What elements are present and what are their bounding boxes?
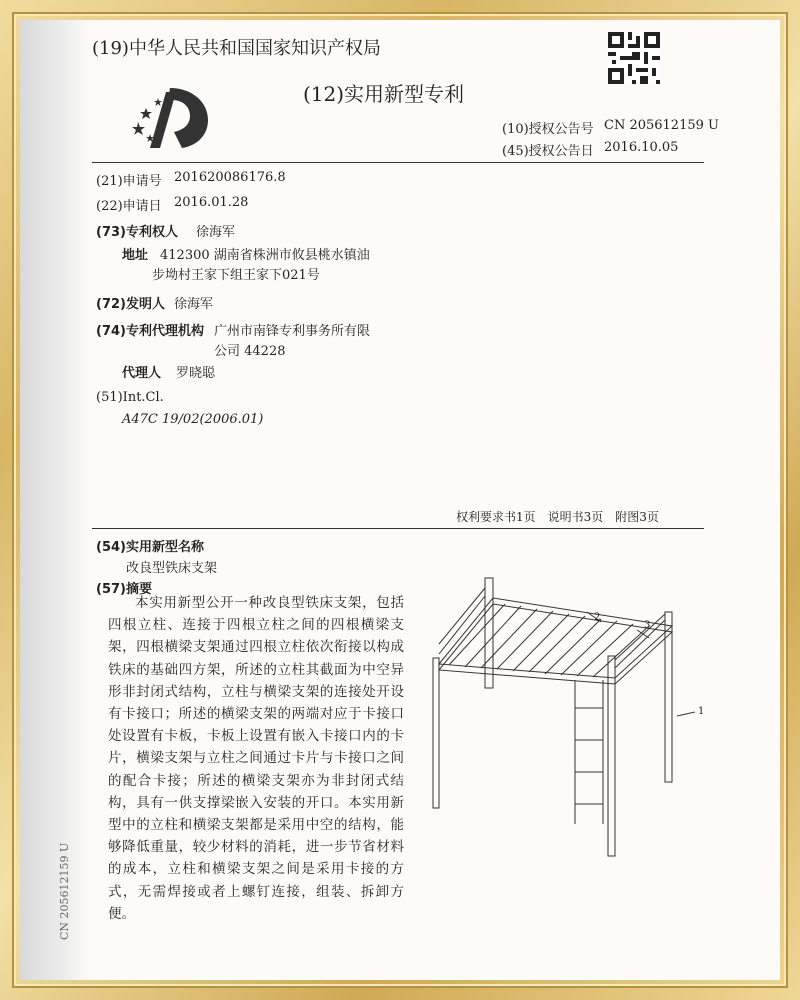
office-name: (19)中华人民共和国国家知识产权局 [92, 38, 381, 59]
app-date-label: (22)申请日 [96, 199, 162, 214]
agent-label: 代理人 [122, 366, 162, 381]
title-label: (54)实用新型名称 [96, 540, 204, 555]
patent-type: (12)实用新型专利 [303, 82, 465, 106]
inventor: 徐海军 [174, 297, 214, 312]
app-no: 201620086176.8 [174, 170, 286, 185]
grant-no-label: (10)授权公告号 [502, 122, 594, 137]
intcl-label: (51)Int.Cl. [96, 390, 164, 405]
side-publication-number: CN 205612159 U [58, 842, 71, 940]
agency-line1: 广州市南锋专利事务所有限 [214, 324, 371, 339]
app-no-label: (21)申请号 [96, 174, 162, 189]
abstract-label: (57)摘要 [96, 582, 152, 597]
agency-line2: 公司 44228 [214, 344, 286, 359]
intcl-value: A47C 19/02(2006.01) [122, 412, 264, 427]
grant-no: CN 205612159 U [604, 118, 719, 133]
grant-date: 2016.10.05 [604, 140, 679, 155]
app-date: 2016.01.28 [174, 195, 249, 210]
pages-info: 权利要求书1页 说明书3页 附图3页 [456, 510, 659, 524]
agent: 罗晓聪 [176, 366, 216, 381]
agency-label: (74)专利代理机构 [96, 324, 204, 339]
abstract-text: 本实用新型公开一种改良型铁床支架，包括四根立柱、连接于四根立柱之间的四根横梁支架，四根横梁支架通过四根立柱依次衔接以构成铁床的基础四方架，所述的立柱其截面为中空异形非封闭式结构，立柱与横梁支架的连接处开设有卡接口；所述的横梁支架的两端对应于卡接口处设置有卡板，卡板上设置有嵌入卡接口内的卡片，横梁支架与立柱之间通过卡片与卡接口之间的配合卡接；所述的横梁支架亦为非封闭式结构，具有一供支撑梁嵌入安装的开口。本实用新型中的立柱和横梁支架都是采用中空的结构，能够降低重量，较少材料的消耗，进一步节省材料的成本，立柱和横梁支架之间是采用卡接的方式，无需焊接或者上螺钉连接，组装、拆卸方便。 [108, 595, 404, 922]
patentee-label: (73)专利权人 [96, 225, 178, 240]
grant-date-label: (45)授权公告日 [502, 144, 594, 159]
figure-label-3: 3 [644, 620, 651, 631]
cnipa-logo [130, 82, 212, 154]
qr-code [608, 32, 660, 84]
patentee: 徐海军 [196, 225, 236, 240]
header-rule [92, 162, 704, 163]
address-label: 地址 [122, 248, 149, 263]
patent-page [20, 20, 780, 980]
inventor-label: (72)发明人 [96, 297, 165, 312]
bed-frame-drawing [415, 568, 715, 858]
mid-rule [92, 528, 704, 529]
figure-label-2: 2 [594, 612, 601, 623]
address-line2: 步坳村王家下组王家下021号 [152, 268, 320, 283]
utility-model-title: 改良型铁床支架 [126, 561, 218, 576]
address-line1: 412300 湖南省株洲市攸县桃水镇油 [160, 248, 370, 263]
scan-shadow [20, 20, 90, 980]
figure-label-1: 1 [698, 706, 705, 717]
